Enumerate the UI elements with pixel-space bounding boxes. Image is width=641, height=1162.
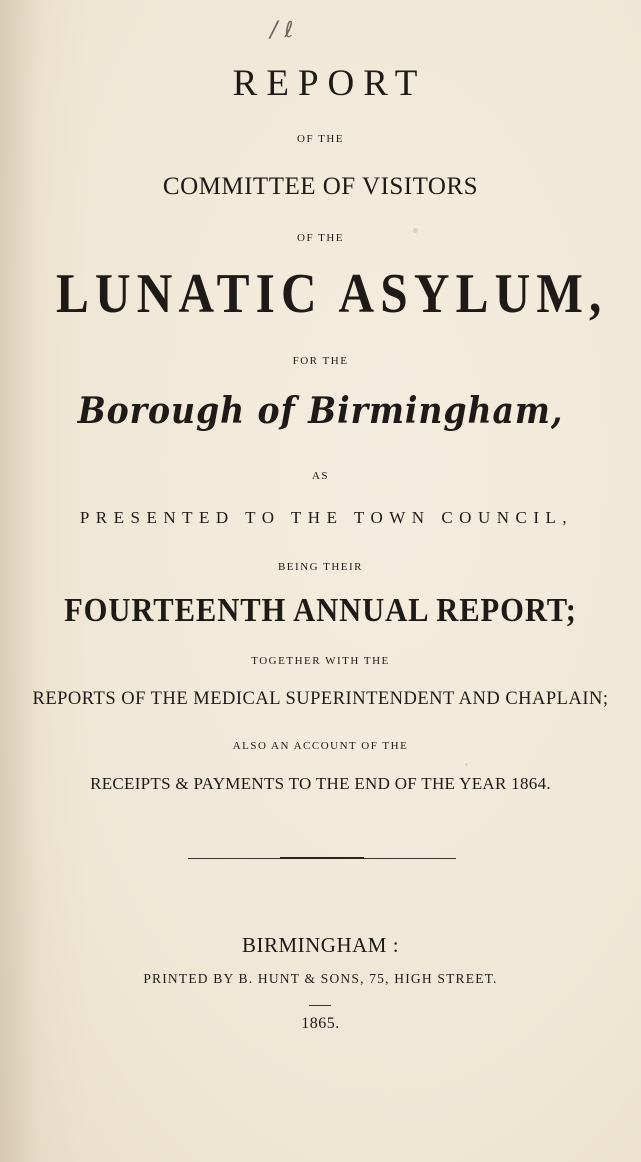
imprint-printer: PRINTED BY B. HUNT & SONS, 75, HIGH STREET. — [143, 971, 498, 986]
decorative-rule — [188, 858, 456, 859]
handwritten-pencil-mark: / ℓ — [270, 18, 294, 43]
paper-stain — [465, 763, 468, 766]
being-their-line: BEING THEIR — [277, 561, 364, 573]
asylum-heading: LUNATIC ASYLUM, — [56, 263, 608, 325]
short-divider — [309, 1005, 331, 1006]
paper-stain — [413, 228, 418, 233]
imprint-place: BIRMINGHAM : — [241, 933, 400, 957]
reports-line: REPORTS OF THE MEDICAL SUPERINTENDENT AND CHAPLAIN; — [32, 689, 609, 709]
together-with-line: TOGETHER WITH THE — [251, 655, 390, 667]
imprint-year: 1865. — [301, 1015, 340, 1032]
report-title: REPORT — [232, 63, 427, 104]
annual-report-heading: FOURTEENTH ANNUAL REPORT; — [64, 592, 577, 629]
presented-line: PRESENTED TO THE TOWN COUNCIL, — [79, 508, 574, 527]
as-line: AS — [311, 470, 330, 482]
committee-heading: COMMITTEE OF VISITORS — [162, 173, 479, 200]
for-the-line: FOR THE — [292, 355, 349, 367]
also-account-line: ALSO AN ACCOUNT OF THE — [232, 740, 409, 752]
borough-blackletter-heading: Borough of Birmingham, — [77, 390, 564, 432]
receipts-line: RECEIPTS & PAYMENTS TO THE END OF THE YEAR 1864. — [90, 774, 551, 793]
of-the-line-1: OF THE — [297, 133, 344, 145]
of-the-line-2: OF THE — [297, 232, 344, 244]
